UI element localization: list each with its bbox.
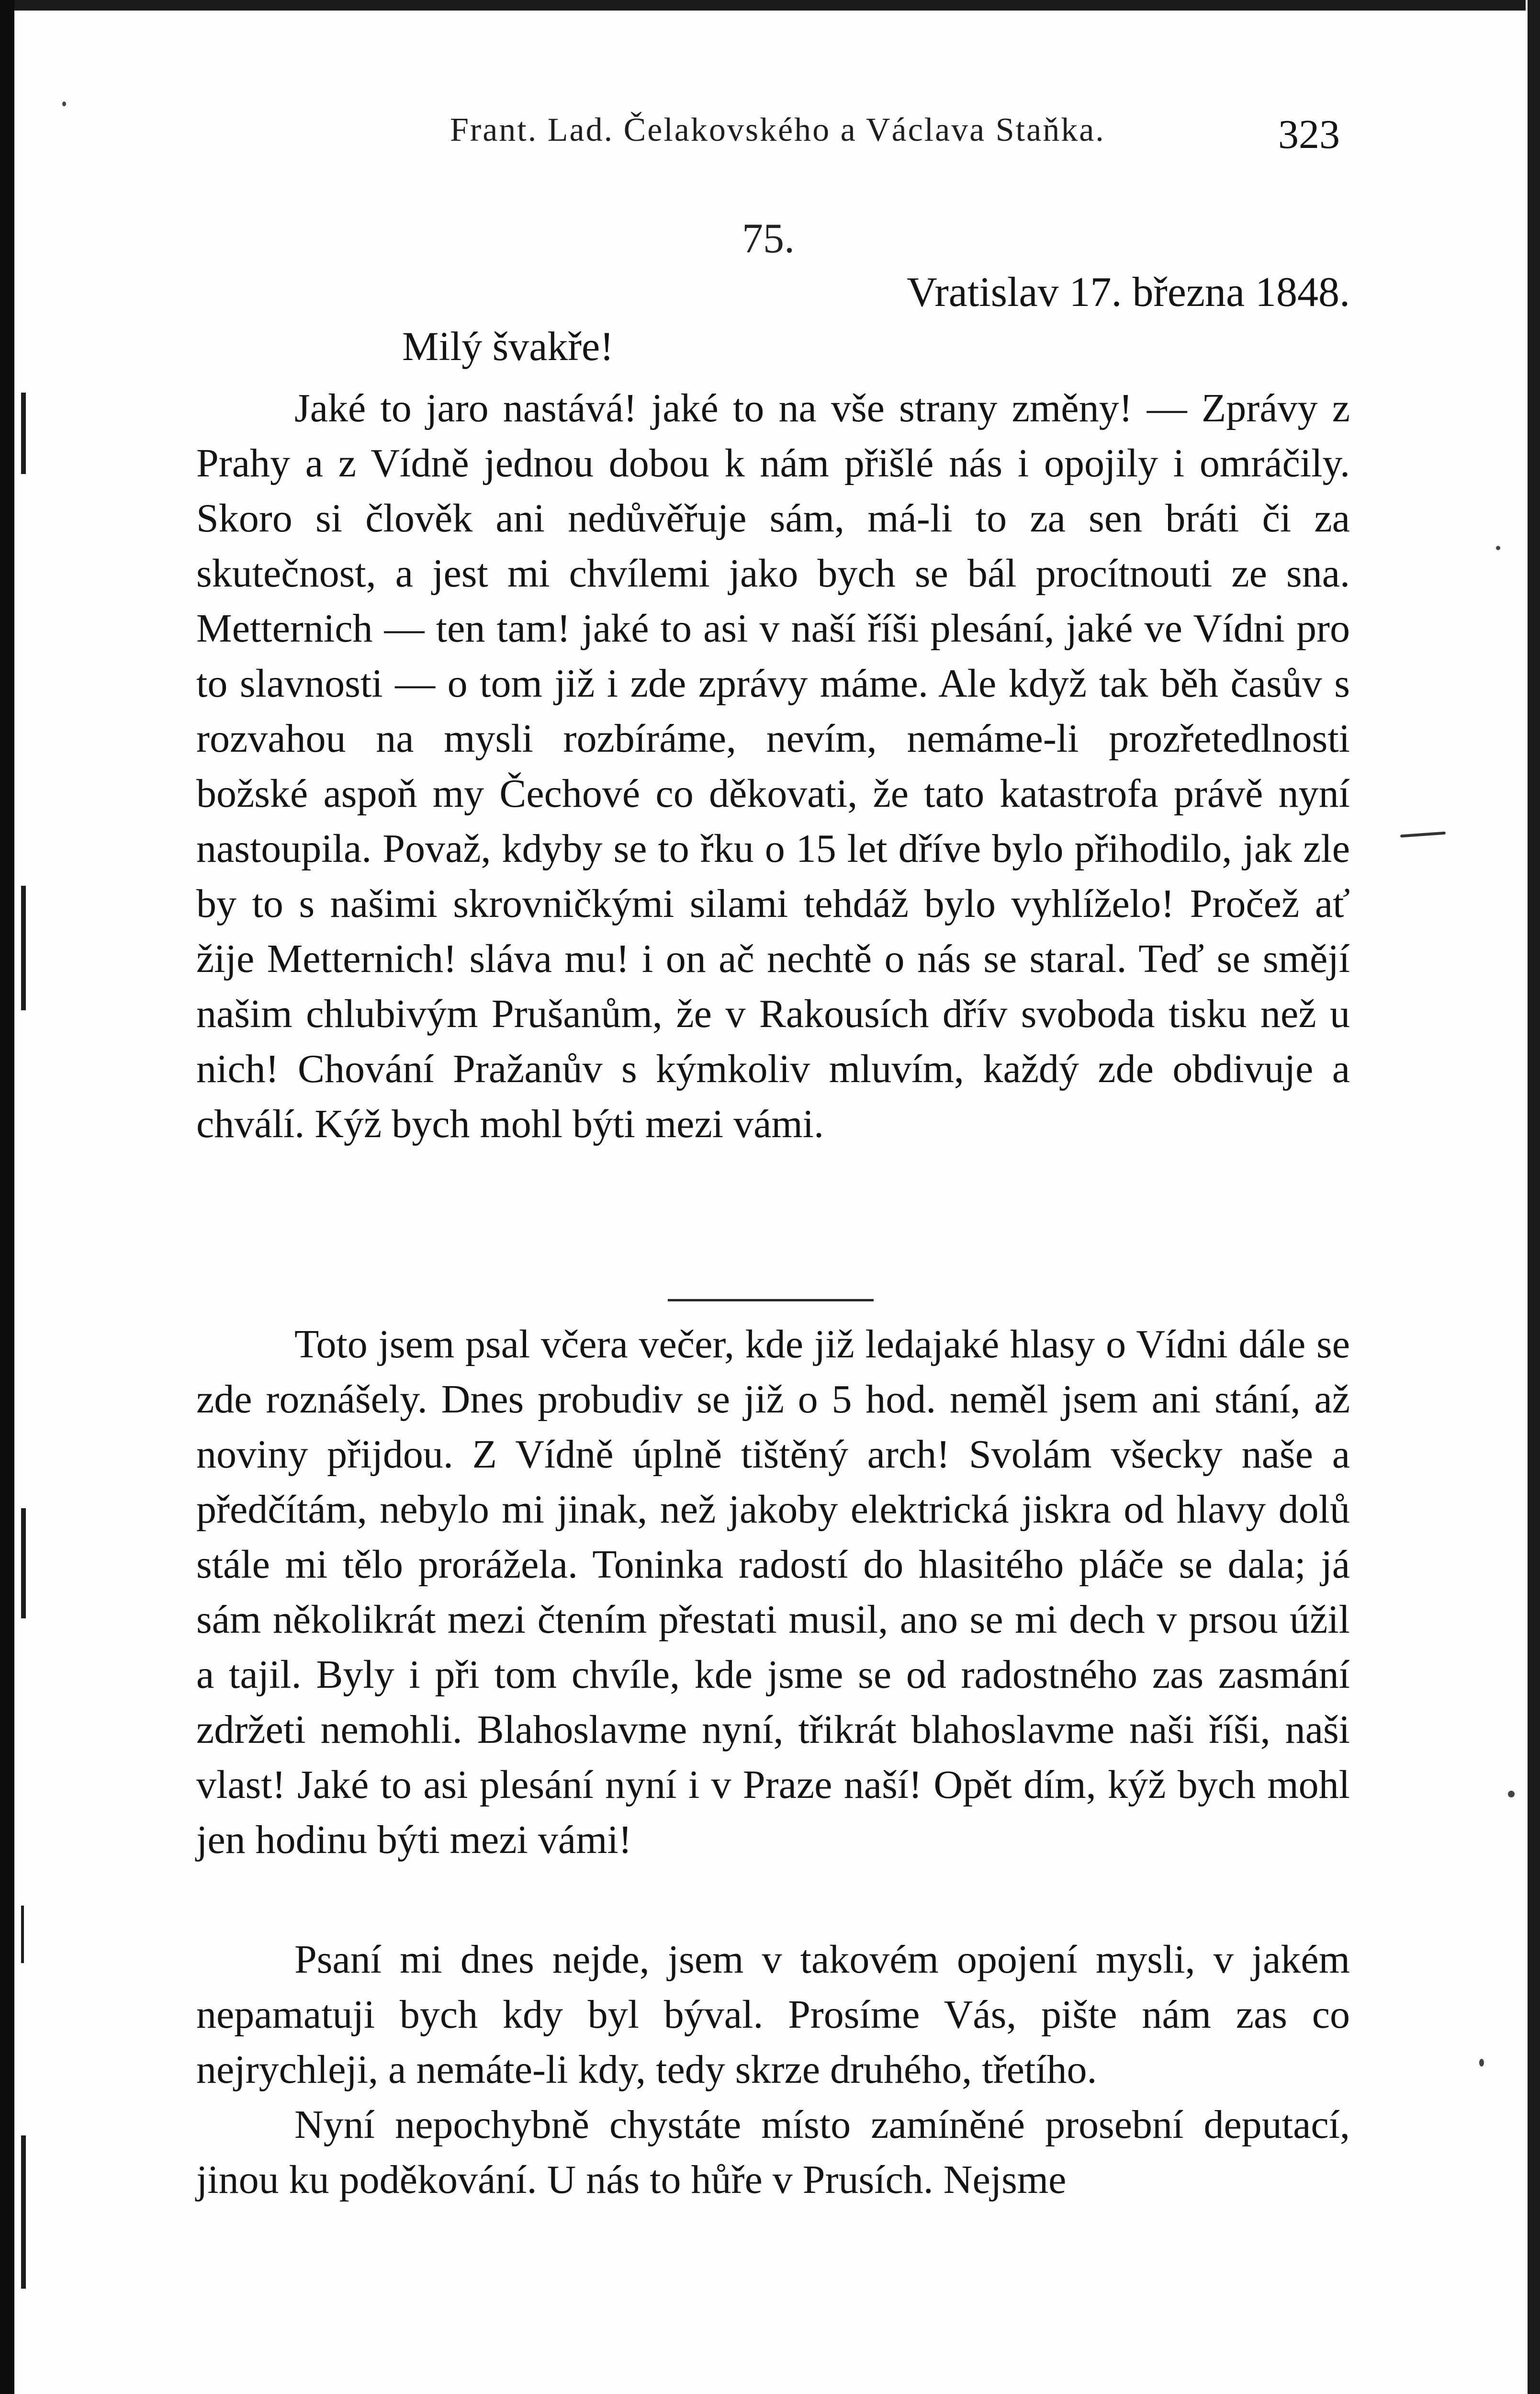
- running-head: Frant. Lad. Čelakovského a Václava Staňka.: [450, 112, 1105, 148]
- binding-mark: [21, 886, 26, 1010]
- scan-speck: [1496, 546, 1500, 550]
- binding-mark: [21, 1508, 26, 1618]
- paragraph: Toto jsem psal včera večer, kde již ledajaké hlasy o Vídni dále se zde roznášely. Dnes probudiv se již o 5 hod. neměl jsem ani stání, až noviny přijdou. Z Vídně úplně tištěný arch! Svolám všecky naše a předčítám, nebylo mi jinak, než jakoby elektrická jiskra od hlavy dolů stále mi tělo prorážela. Toninka radostí do hlasitého pláče se dala; já sám několikrát mezi čtením přestati musil, ano se mi dech v prsou úžil a tajil. Byly i při tom chvíle, kde jsme se od radostného zas zasmání zdržeti nemohli. Blahoslavme nyní, třikrát blahoslavme naši říši, naši vlast! Jaké to asi plesání nyní i v Praze naší! Opět dím, kýž bych mohl jen hodinu býti mezi vámi!: [196, 1322, 1350, 1862]
- margin-pencil-mark: [1400, 832, 1446, 838]
- salutation: Milý švakře!: [402, 323, 614, 369]
- scan-edge-top: [14, 0, 1526, 11]
- dateline: Vratislav 17. března 1848.: [907, 269, 1350, 316]
- paragraph: Psaní mi dnes nejde, jsem v takovém opojení mysli, v jakém nepamatuji bych kdy byl býval. Prosíme Vás, pište nám zas co nejrychleji, a nemáte-li kdy, tedy skrze druhého, třetího.: [196, 1937, 1350, 2092]
- binding-mark: [21, 1906, 24, 1963]
- scan-speck: [62, 102, 66, 106]
- scan-edge-right: [1528, 0, 1540, 2394]
- letter-number: 75.: [742, 215, 795, 262]
- scan-speck: [1508, 1791, 1515, 1797]
- binding-mark: [21, 393, 26, 474]
- page-number: 323: [1278, 111, 1340, 157]
- section-divider: [668, 1299, 874, 1301]
- paragraph: Jaké to jaro nastává! jaké to na vše strany změny! — Zprávy z Prahy a z Vídně jednou dobou k nám přišlé nás i opojily i omráčily. Skoro si člověk ani nedůvěřuje sám, má-li to za sen bráti či za skutečnost, a jest mi chvílemi jako bych se bál procítnouti ze sna. Metternich — ten tam! jaké to asi v naší říši plesání, jaké ve Vídni pro to slavnosti — o tom již i zde zprávy máme. Ale když tak běh časův s rozvahou na mysli rozbíráme, nevím, nemáme-li prozřetedlnosti božské aspoň my Čechové co děkovati, že tato katastrofa právě nyní nastoupila. Považ, kdyby se to řku o 15 let dříve bylo přihodilo, jak zle by to s našimi skrovničkými silami tehdáž bylo vyhlíželo! Pročež ať žije Metternich! sláva mu! i on ač nechtě o nás se staral. Teď se smějí našim chlubivým Prušanům, že v Rakousích dřív svoboda tisku než u nich! Chování Pražanův s kýmkoliv mluvím, každý zde obdivuje a chválí. Kýž bych mohl býti mezi vámi.: [196, 386, 1350, 1146]
- paragraph: Nyní nepochybně chystáte místo zamíněné prosební deputací, jinou ku poděkování. U nás to hůře v Prusích. Nejsme: [196, 2102, 1350, 2202]
- binding-mark: [21, 2135, 26, 2289]
- scan-speck: [1479, 2059, 1484, 2067]
- scan-edge-left: [0, 0, 14, 2394]
